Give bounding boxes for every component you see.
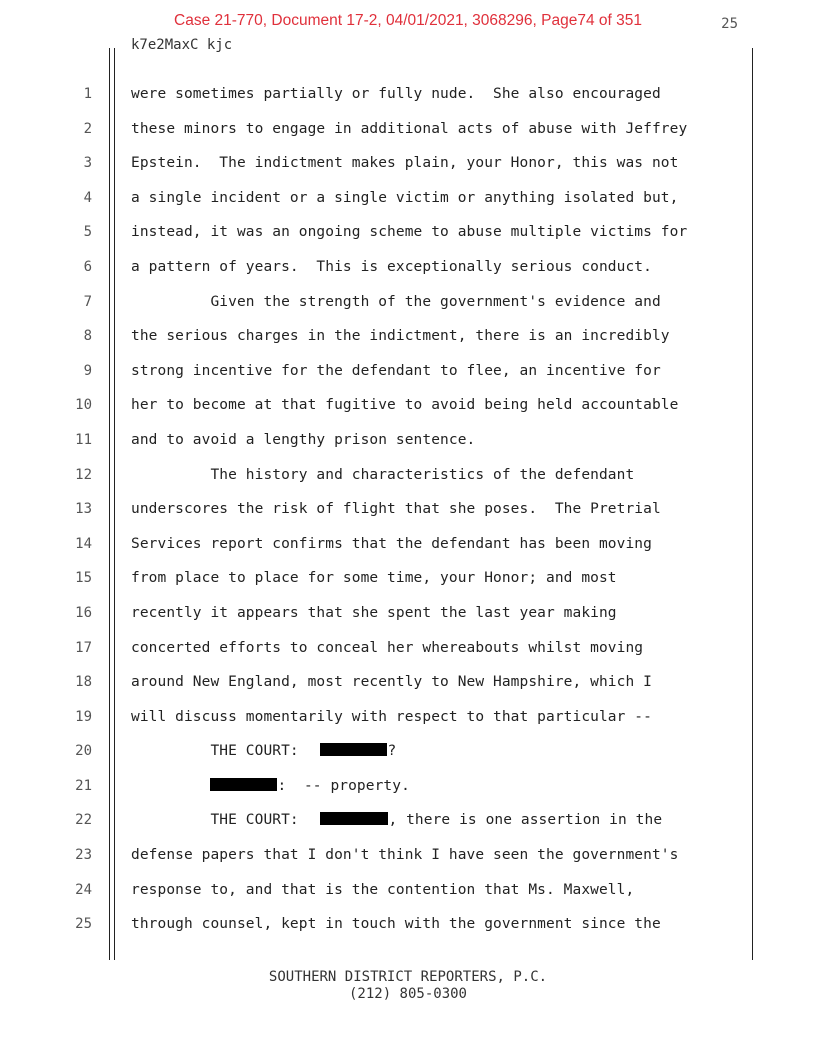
case-stamp: Case 21-770, Document 17-2, 04/01/2021, 3068296, Page74 of 351 <box>174 12 642 29</box>
line-text: defense papers that I don't think I have seen the government's <box>131 847 679 864</box>
line-text: from place to place for some time, your Honor; and most <box>131 570 617 587</box>
line-text: The history and characteristics of the defendant <box>131 466 635 483</box>
line-text: these minors to engage in additional acts of abuse with Jeffrey <box>131 120 688 137</box>
transcript-line <box>0 908 816 943</box>
line-text-end: : -- property. <box>277 777 410 794</box>
line-number: 4 <box>83 189 92 206</box>
line-text-end: ? <box>387 743 397 760</box>
transcript-line <box>0 320 816 355</box>
line-text-end: , there is one assertion in the <box>388 812 663 829</box>
transcript-line <box>0 424 816 459</box>
line-text-start: THE COURT: <box>131 812 317 829</box>
line-number: 20 <box>75 743 92 760</box>
transcript-line <box>0 701 816 736</box>
line-text-start <box>131 778 210 794</box>
transcript-line <box>0 632 816 667</box>
line-text: and to avoid a lengthy prison sentence. <box>131 431 476 448</box>
line-text: her to become at that fugitive to avoid being held accountable <box>131 397 679 414</box>
line-number: 13 <box>75 501 92 518</box>
transcript-line <box>0 770 816 805</box>
line-text: through counsel, kept in touch with the government since the <box>131 916 661 933</box>
line-number: 12 <box>75 466 92 483</box>
line-number: 5 <box>83 224 92 241</box>
transcript-lines <box>0 78 816 943</box>
transcript-line <box>0 874 816 909</box>
line-text: underscores the risk of flight that she poses. The Pretrial <box>131 501 661 518</box>
reporter-phone: (212) 805-0300 <box>348 986 467 1002</box>
line-number: 1 <box>83 86 92 102</box>
transcript-line <box>0 562 816 597</box>
line-text: response to, and that is the contention that Ms. Maxwell, <box>131 881 635 898</box>
line-text: concerted efforts to conceal her whereabouts whilst moving <box>131 639 644 656</box>
redaction-bar <box>320 812 388 825</box>
transcript-line <box>0 355 816 390</box>
line-number: 21 <box>75 777 92 794</box>
line-text: Given the strength of the government's evidence and <box>131 293 661 310</box>
page-number: 25 <box>721 16 738 32</box>
reporter-name: SOUTHERN DISTRICT REPORTERS, P.C. <box>268 969 548 985</box>
line-text: a pattern of years. This is exceptionally serious conduct. <box>131 258 652 275</box>
transcript-line <box>0 389 816 424</box>
line-text: the serious charges in the indictment, there is an incredibly <box>131 328 670 345</box>
line-number: 6 <box>83 258 92 275</box>
line-text: instead, it was an ongoing scheme to abuse multiple victims for <box>131 224 688 241</box>
line-number: 3 <box>83 155 92 172</box>
redaction-bar <box>320 743 387 756</box>
transcript-line <box>0 804 816 839</box>
line-text <box>131 778 410 794</box>
line-number: 22 <box>75 812 92 829</box>
line-number: 15 <box>75 570 92 587</box>
transcript-line <box>0 113 816 148</box>
transcript-line <box>0 528 816 563</box>
line-text <box>131 743 396 759</box>
line-number: 9 <box>83 362 92 379</box>
line-text: around New England, most recently to New Hampshire, which I <box>131 674 652 691</box>
line-text: Epstein. The indictment makes plain, your Honor, this was not <box>131 155 679 172</box>
line-number: 23 <box>75 847 92 864</box>
line-text: will discuss momentarily with respect to that particular -- <box>131 708 652 725</box>
line-text <box>131 812 662 828</box>
line-number: 18 <box>75 674 92 691</box>
document-code: k7e2MaxC kjc <box>131 37 233 53</box>
line-number: 2 <box>83 120 92 137</box>
transcript-line <box>0 459 816 494</box>
line-text: recently it appears that she spent the last year making <box>131 604 617 621</box>
line-number: 8 <box>83 328 92 345</box>
line-number: 25 <box>75 916 92 933</box>
transcript-line <box>0 147 816 182</box>
line-text: strong incentive for the defendant to flee, an incentive for <box>131 362 661 379</box>
line-number: 19 <box>75 708 92 725</box>
transcript-line <box>0 286 816 321</box>
transcript-line <box>0 735 816 770</box>
line-text-start: THE COURT: <box>131 743 317 760</box>
reporter-footer <box>0 969 816 1003</box>
line-number: 17 <box>75 639 92 656</box>
line-number: 14 <box>75 535 92 552</box>
transcript-line <box>0 839 816 874</box>
transcript-line <box>0 78 816 113</box>
line-text: Services report confirms that the defendant has been moving <box>131 535 652 552</box>
transcript-line <box>0 251 816 286</box>
line-number: 16 <box>75 604 92 621</box>
transcript-line <box>0 216 816 251</box>
line-number: 7 <box>83 293 92 310</box>
transcript-line <box>0 182 816 217</box>
transcript-line <box>0 597 816 632</box>
line-number: 11 <box>75 431 92 448</box>
line-number: 24 <box>75 881 92 898</box>
line-number: 10 <box>75 397 92 414</box>
transcript-line <box>0 493 816 528</box>
line-text: were sometimes partially or fully nude. She also encouraged <box>131 86 661 102</box>
line-text: a single incident or a single victim or anything isolated but, <box>131 189 679 206</box>
redaction-bar <box>210 778 277 791</box>
transcript-line <box>0 666 816 701</box>
